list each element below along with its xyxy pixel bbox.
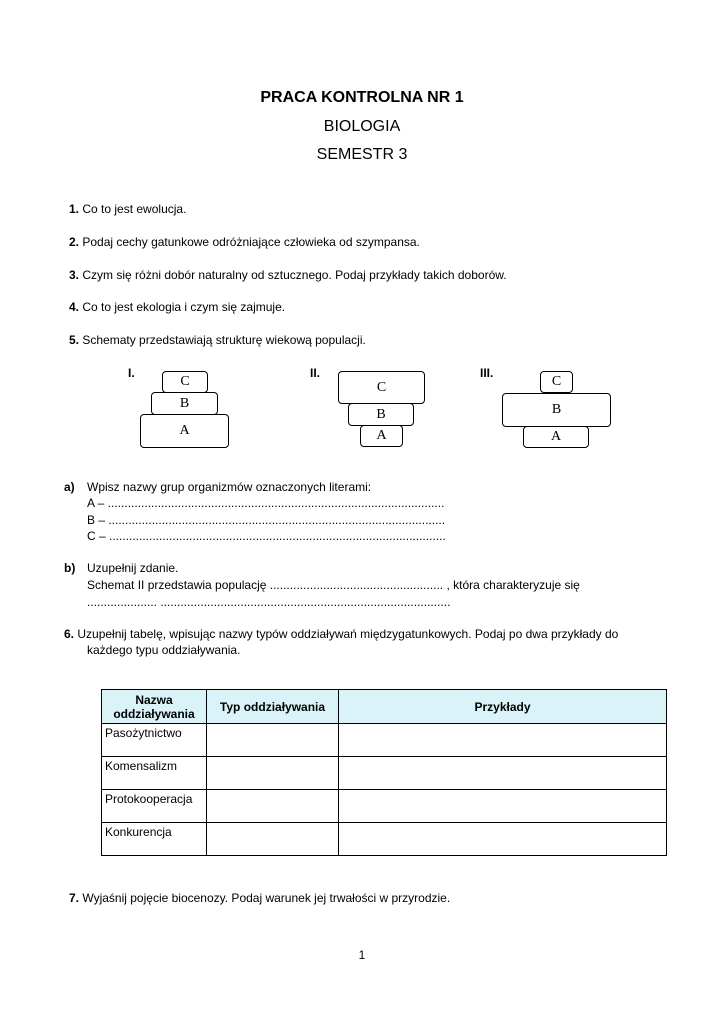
subject-title: BIOLOGIA — [323, 118, 401, 135]
column-header-examples: Przykłady — [339, 690, 667, 724]
question-text: Wyjaśnij pojęcie biocenozy. Podaj warunek jej trwałości w przyrodzie. — [82, 891, 451, 905]
part-b-line-2: ..................... ....................................................................................... — [87, 595, 451, 609]
schema-3-box-a: A — [523, 426, 589, 448]
examples-cell[interactable] — [339, 823, 667, 856]
column-header-name: Nazwa oddziaływania — [102, 690, 207, 724]
question-3 — [69, 268, 507, 282]
type-cell[interactable] — [207, 724, 339, 757]
schema-2-box-c: C — [338, 371, 425, 404]
semester-title: SEMESTR 3 — [316, 146, 408, 163]
interaction-name: Konkurencja — [102, 823, 207, 856]
question-number: 6. — [64, 627, 75, 641]
question-number: 2. — [69, 235, 80, 249]
type-cell[interactable] — [207, 790, 339, 823]
examples-cell[interactable] — [339, 757, 667, 790]
question-4 — [69, 300, 285, 314]
interaction-name: Pasożytnictwo — [102, 724, 207, 757]
schema-2-box-a: A — [360, 425, 403, 447]
question-text: Schematy przedstawiają strukturę wiekową populacji. — [82, 333, 366, 347]
question-number: 4. — [69, 300, 80, 314]
table-row — [102, 823, 667, 856]
type-cell[interactable] — [207, 823, 339, 856]
question-text: Uzupełnij tabelę, wpisując nazwy typów oddziaływań międzygatunkowych. Podaj po dwa przykłady do — [77, 627, 619, 641]
part-a-label: a) — [64, 480, 75, 494]
answer-line-b: B – ..................................................................................................... — [87, 513, 446, 527]
schema-label-3: III. — [480, 366, 494, 380]
schema-1-box-a: A — [140, 414, 229, 448]
question-number: 1. — [69, 202, 80, 216]
question-text: Co to jest ewolucja. — [82, 202, 187, 216]
schema-label-1: I. — [128, 366, 135, 380]
table-row — [102, 724, 667, 757]
question-number: 3. — [69, 268, 80, 282]
part-b-line-1: Schemat II przedstawia populację .................................................... , która charakteryzuje się — [87, 578, 580, 592]
examples-cell[interactable] — [339, 790, 667, 823]
interaction-name: Komensalizm — [102, 757, 207, 790]
examples-cell[interactable] — [339, 724, 667, 757]
question-text: Podaj cechy gatunkowe odróżniające człowieka od szympansa. — [82, 235, 420, 249]
table-row — [102, 790, 667, 823]
question-number: 5. — [69, 333, 80, 347]
part-b-instruction: Uzupełnij zdanie. — [87, 561, 179, 575]
part-a-instruction: Wpisz nazwy grup organizmów oznaczonych literami: — [87, 480, 372, 494]
question-2 — [69, 235, 420, 249]
answer-line-a: A – ..................................................................................................... — [87, 496, 445, 510]
question-text: Czym się różni dobór naturalny od sztucznego. Podaj przykłady takich doborów. — [82, 268, 507, 282]
question-1 — [69, 202, 186, 216]
question-6-continued: każdego typu oddziaływania. — [87, 643, 241, 657]
schema-2-box-b: B — [348, 403, 414, 426]
schema-1-box-c: C — [162, 371, 208, 393]
schema-3-box-c: C — [540, 371, 573, 393]
question-number: 7. — [69, 891, 80, 905]
interaction-table — [101, 689, 667, 856]
page-number: 1 — [358, 948, 366, 962]
schema-1-box-b: B — [151, 392, 218, 415]
schema-3-box-b: B — [502, 393, 611, 427]
table-row — [102, 757, 667, 790]
question-text: Co to jest ekologia i czym się zajmuje. — [82, 300, 286, 314]
type-cell[interactable] — [207, 757, 339, 790]
question-6 — [64, 627, 618, 641]
question-7 — [69, 891, 450, 905]
schema-label-2: II. — [310, 366, 321, 380]
answer-line-c: C – ..................................................................................................... — [87, 529, 446, 543]
interaction-name: Protokooperacja — [102, 790, 207, 823]
question-5 — [69, 333, 366, 347]
part-b-label: b) — [64, 561, 76, 575]
page-title: PRACA KONTROLNA NR 1 — [260, 89, 464, 106]
column-header-type: Typ oddziaływania — [207, 690, 339, 724]
table-header-row — [102, 690, 667, 724]
